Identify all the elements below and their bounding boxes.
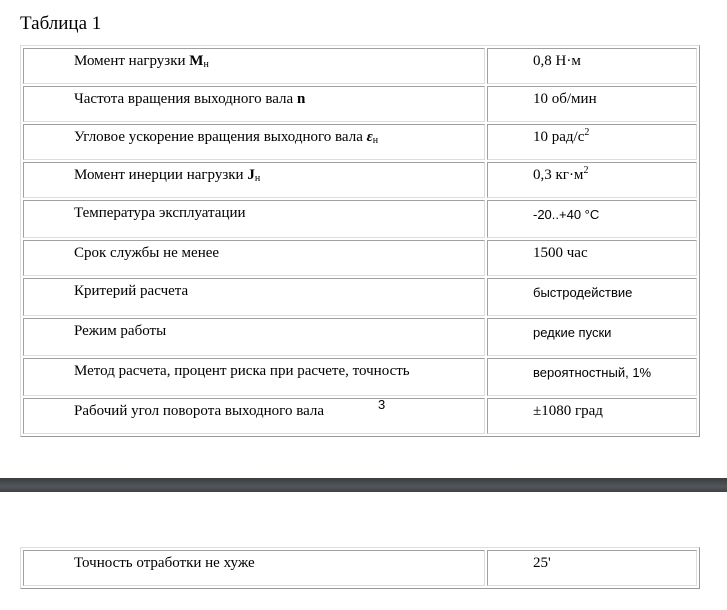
value-superscript: 2 (584, 127, 590, 138)
table-row (23, 278, 697, 316)
table-row (23, 162, 697, 198)
table-caption: Таблица 1 (20, 13, 102, 34)
parameter-label: Частота вращения выходного вала (74, 91, 297, 107)
value-text: быстродействие (533, 285, 633, 300)
parameter-name (23, 318, 485, 356)
value-text: -20..+40 °C (533, 207, 600, 222)
table-row (23, 124, 697, 160)
table-row (23, 86, 697, 122)
value-text: 1500 час (533, 245, 588, 261)
parameter-label: Момент инерции нагрузки (74, 167, 248, 183)
table-row (23, 240, 697, 276)
value-text: 10 об/мин (533, 91, 597, 107)
parameter-value (487, 48, 697, 84)
parameter-symbol: n (296, 91, 306, 107)
parameter-value (487, 124, 697, 160)
table-row (23, 318, 697, 356)
parameter-value (487, 278, 697, 316)
parameter-value (487, 550, 697, 586)
parameter-value (487, 162, 697, 198)
parameter-value (487, 318, 697, 356)
page-separator (0, 478, 727, 492)
parameter-name (23, 550, 485, 586)
parameter-label: Метод расчета, процент риска при расчете, точность (74, 363, 410, 379)
table-row (23, 200, 697, 238)
value-text: 10 рад/с (533, 129, 585, 145)
parameter-value (487, 240, 697, 276)
parameter-label: Срок службы не менее (74, 245, 220, 261)
value-text: 25' (533, 555, 551, 571)
parameter-name (23, 278, 485, 316)
value-text: 0,8 Н·м (533, 53, 581, 69)
table-row (23, 358, 697, 396)
parameter-label: Критерий расчета (74, 283, 189, 299)
value-text: 0,3 кг·м (533, 167, 584, 183)
parameter-label: Точность отработки не хуже (74, 555, 255, 571)
parameters-table (20, 45, 700, 437)
parameter-symbol: ε (366, 129, 373, 145)
parameter-value (487, 86, 697, 122)
parameter-name (23, 358, 485, 396)
symbol-subscript: н (372, 135, 379, 146)
value-superscript: 2 (583, 165, 589, 176)
table-row (23, 48, 697, 84)
parameter-value (487, 200, 697, 238)
parameter-label: Момент нагрузки (74, 53, 190, 69)
table-row (23, 398, 697, 434)
parameter-symbol: J (247, 167, 255, 183)
parameters-table-continued (20, 547, 700, 589)
parameter-name (23, 162, 485, 198)
parameter-name (23, 86, 485, 122)
value-text: вероятностный, 1% (533, 365, 652, 380)
parameter-name (23, 124, 485, 160)
symbol-subscript: н (254, 173, 261, 184)
parameter-name (23, 48, 485, 84)
parameter-value (487, 398, 697, 434)
parameter-label: Температура эксплуатации (74, 205, 246, 221)
table-row (23, 550, 697, 586)
parameter-value (487, 358, 697, 396)
parameter-label: Угловое ускорение вращения выходного вала (74, 129, 367, 145)
parameter-label: Режим работы (74, 323, 167, 339)
parameter-symbol: M (189, 53, 204, 69)
parameter-label: Рабочий угол поворота выходного вала (74, 403, 325, 419)
parameter-name (23, 240, 485, 276)
value-text: редкие пуски (533, 325, 612, 340)
parameter-name (23, 398, 485, 434)
page-number: 3 (378, 397, 386, 412)
value-text: ±1080 град (533, 403, 603, 419)
parameter-name (23, 200, 485, 238)
symbol-subscript: н (203, 59, 209, 70)
